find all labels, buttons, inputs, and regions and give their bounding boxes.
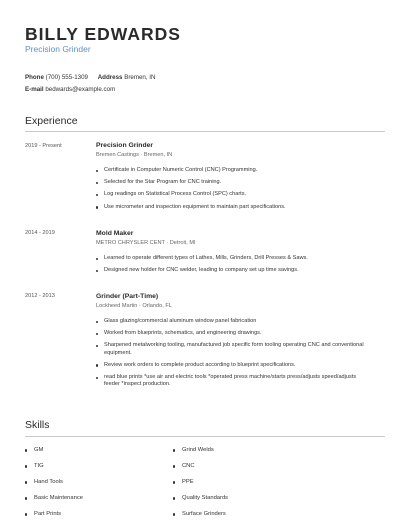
skill-item: Basic Maintenance (25, 495, 83, 511)
skill-item: TIG (25, 463, 83, 479)
job-1-date: 2019 - Present (25, 143, 62, 149)
job-2-bullets (96, 255, 366, 274)
list-item: Certificate in Computer Numeric Control (CNC) Programming. (96, 167, 366, 174)
experience-divider (25, 131, 385, 132)
job-3-date: 2012 - 2013 (25, 293, 55, 299)
skill-item: Part Prints (25, 511, 83, 527)
job-3-bullets (96, 318, 366, 388)
list-item: Learned to operate different types of Lathes, Mills, Grinders, Drill Presses & Saws. (96, 255, 366, 262)
address-label: Address (97, 74, 123, 81)
job-2-title: Mold Maker (96, 230, 134, 237)
skills-list-right (173, 447, 228, 527)
list-item: Designed new holder for CNC welder, leading to company set up time savings. (96, 267, 366, 274)
candidate-title: Precision Grinder (25, 44, 91, 54)
phone-value: (700) 555-1309 (45, 74, 88, 81)
experience-heading: Experience (25, 115, 78, 127)
job-3-title: Grinder (Part-Time) (96, 293, 159, 300)
job-2-company: METRO CHRYSLER CENT · Detroit, MI (96, 240, 196, 246)
email-value[interactable]: bedwards@example.com (45, 86, 116, 93)
list-item: Sharpened metalworking tooling, manufactured job specific form tooling operating CNC and conventional equipment. (96, 342, 366, 356)
list-item: Log readings on Statistical Process Control (SPC) charts. (96, 191, 366, 198)
skills-divider (25, 436, 385, 437)
contact-line-1 (25, 74, 156, 81)
skill-item: Hand Tools (25, 479, 83, 495)
job-3-company: Lockheed Martin · Orlando, FL (96, 303, 172, 309)
email-label: E-mail (25, 86, 44, 93)
job-1-bullets (96, 167, 366, 211)
job-1-company: Bremen Castings · Bremen, IN (96, 152, 173, 158)
skill-item: Surface Grinders (173, 511, 228, 527)
address-value: Bremen, IN (124, 74, 156, 81)
skill-item: PPE (173, 479, 228, 495)
phone-label: Phone (25, 74, 44, 81)
skills-list-left (25, 447, 83, 527)
list-item: Use micrometer and inspection equipment to maintain part specifications. (96, 204, 366, 211)
skill-item: CNC (173, 463, 228, 479)
job-1-title: Precision Grinder (96, 142, 154, 149)
candidate-name: BILLY EDWARDS (25, 24, 181, 44)
list-item: Worked from blueprints, schematics, and engineering drawings. (96, 330, 366, 337)
job-2-date: 2014 - 2019 (25, 230, 55, 236)
skills-heading: Skills (25, 419, 50, 431)
skill-item: Grind Welds (173, 447, 228, 463)
list-item: Glass glazing/commercial aluminum window panel fabrication (96, 318, 366, 325)
list-item: Selected for the Star Program for CNC training. (96, 179, 366, 186)
contact-line-2 (25, 86, 115, 93)
skill-item: GM (25, 447, 83, 463)
skill-item: Quality Standards (173, 495, 228, 511)
list-item: Review work orders to complete product according to blueprint specifications. (96, 362, 366, 369)
list-item: read blue prints *use air and electric tools *operated press machine/starts press/adjusts speed/adjusts feeder *inspect production. (96, 374, 366, 388)
